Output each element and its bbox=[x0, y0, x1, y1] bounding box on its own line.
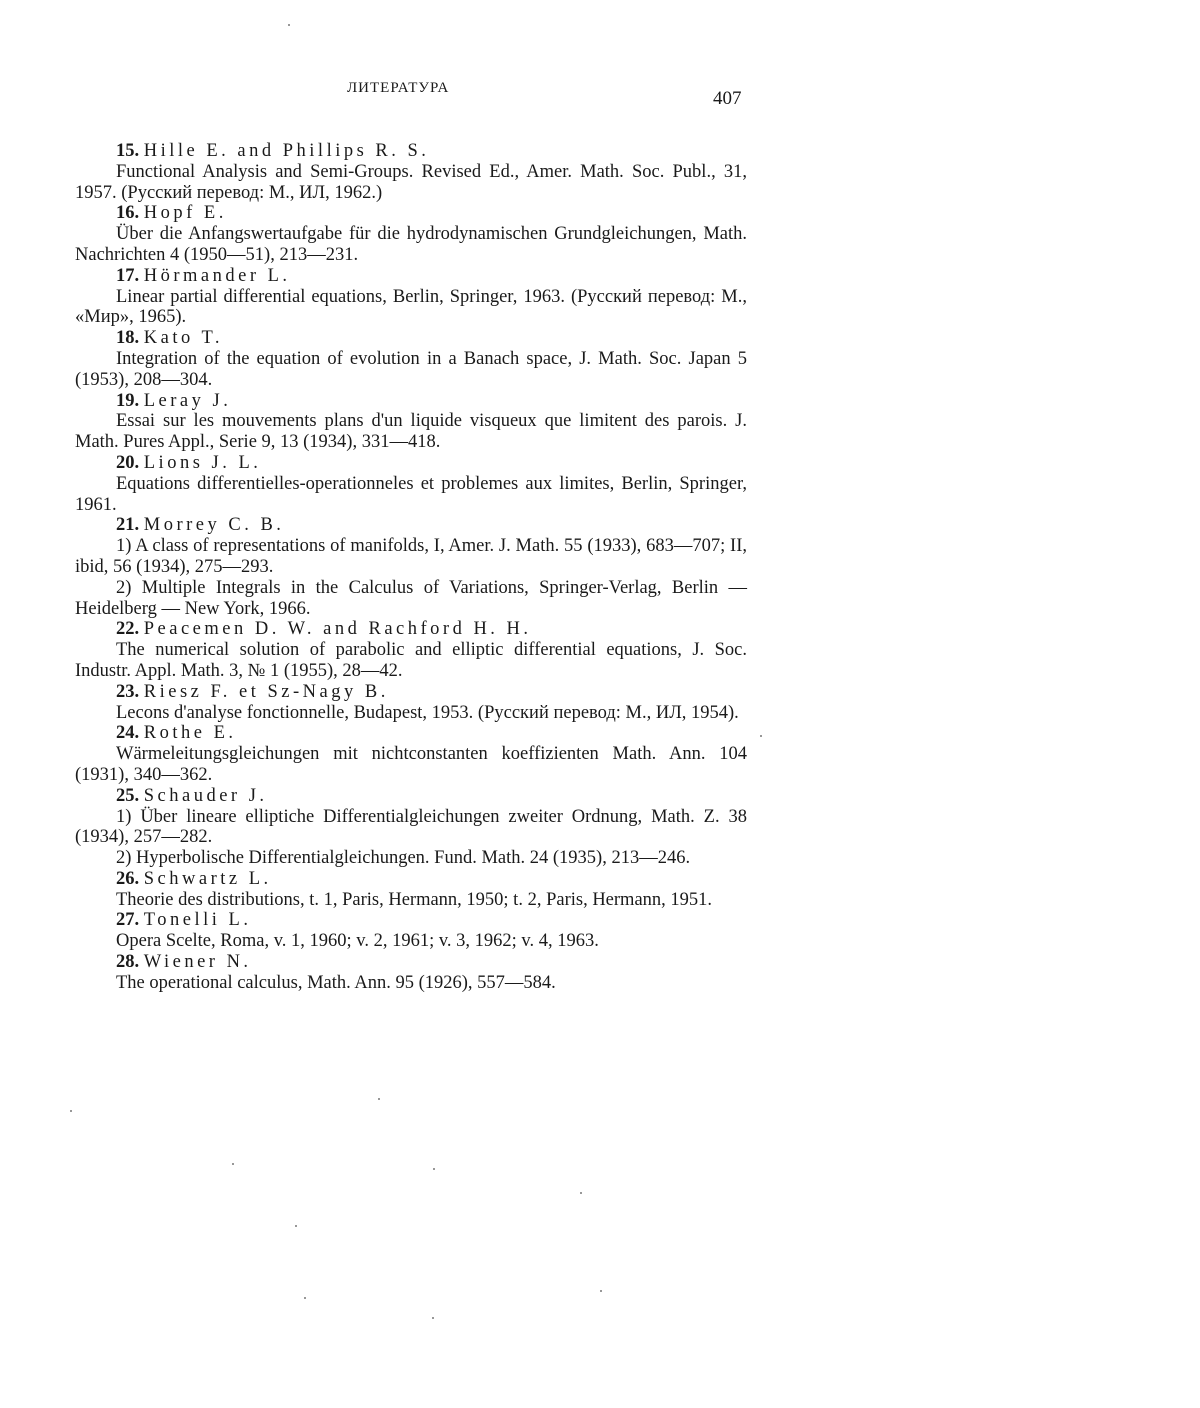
reference-text: The numerical solution of parabolic and elliptic differential equations, J. Soc. Industr. Appl. Math. 3, № 1 (1955), 28—42. bbox=[75, 640, 747, 681]
reference-heading bbox=[75, 910, 747, 931]
reference-item bbox=[75, 952, 747, 994]
reference-text: Opera Scelte, Roma, v. 1, 1960; v. 2, 1961; v. 3, 1962; v. 4, 1963. bbox=[116, 931, 599, 952]
reference-item bbox=[75, 391, 747, 453]
reference-heading bbox=[75, 266, 747, 287]
reference-item bbox=[75, 910, 747, 952]
reference-heading bbox=[75, 619, 747, 640]
reference-heading bbox=[75, 682, 747, 703]
reference-text: Essai sur les mouvements plans d'un liquide visqueux que limitent des parois. J. Math. Pures Appl., Serie 9, 13 (1934), 331—418. bbox=[75, 411, 747, 453]
reference-text: Über die Anfangswertaufgabe für die hydrodynamischen Grundgleichungen, Math. Nachrichten 4 (1950—51), 213—231. bbox=[75, 224, 747, 265]
reference-item bbox=[75, 141, 747, 203]
reference-text: Lecons d'analyse fonctionnelle, Budapest, 1953. (Русский перевод: М., ИЛ, 1954). bbox=[116, 702, 739, 723]
reference-heading bbox=[75, 723, 747, 744]
reference-heading bbox=[75, 786, 747, 807]
reference-author: Rothe E. bbox=[143, 723, 237, 744]
reference-number: 20. bbox=[116, 452, 140, 473]
reference-text: Equations differentielles-operationneles et problemes aux limites, Berlin, Springer, 1961. bbox=[75, 473, 747, 515]
scan-speck bbox=[433, 1168, 435, 1170]
reference-item bbox=[75, 328, 747, 390]
reference-text: Theorie des distributions, t. 1, Paris, Hermann, 1950; t. 2, Paris, Hermann, 1951. bbox=[116, 889, 713, 910]
scan-speck bbox=[232, 1163, 234, 1165]
reference-author: Lions J. L. bbox=[143, 452, 262, 473]
reference-author: Schauder J. bbox=[143, 785, 268, 806]
reference-text: 2) Hyperbolische Differentialgleichungen. Fund. Math. 24 (1935), 213—246. bbox=[116, 848, 691, 869]
scan-speck bbox=[432, 1317, 434, 1319]
reference-text: Linear partial differential equations, Berlin, Springer, 1963. (Русский перевод: М., «Мир», 1965). bbox=[75, 286, 747, 328]
reference-author: Hörmander L. bbox=[143, 265, 291, 286]
reference-heading bbox=[75, 391, 747, 412]
reference-heading bbox=[75, 453, 747, 474]
reference-number: 23. bbox=[116, 681, 140, 702]
reference-author: Wiener N. bbox=[143, 952, 252, 973]
page-number: 407 bbox=[713, 88, 742, 109]
scan-speck bbox=[580, 1192, 582, 1194]
reference-item bbox=[75, 682, 747, 724]
reference-number: 15. bbox=[116, 141, 140, 161]
reference-heading bbox=[75, 141, 747, 162]
reference-author: Hopf E. bbox=[143, 203, 227, 224]
scan-speck bbox=[760, 735, 762, 737]
reference-number: 27. bbox=[116, 910, 140, 931]
reference-number: 26. bbox=[116, 868, 140, 889]
reference-author: Morrey C. B. bbox=[143, 515, 285, 536]
reference-item bbox=[75, 266, 747, 328]
reference-number: 18. bbox=[116, 328, 140, 349]
scan-speck bbox=[304, 1297, 306, 1299]
reference-number: 28. bbox=[116, 952, 140, 973]
reference-text: 1) A class of representations of manifolds, I, Amer. J. Math. 55 (1933), 683—707; II, ibid, 56 (1934), 275—293. bbox=[75, 536, 747, 577]
reference-text: 2) Multiple Integrals in the Calculus of Variations, Springer-Verlag, Berlin — Heidelberg — New York, 1966. bbox=[75, 577, 747, 619]
reference-number: 19. bbox=[116, 390, 140, 411]
reference-author: Leray J. bbox=[143, 390, 232, 411]
reference-number: 16. bbox=[116, 203, 140, 224]
reference-heading bbox=[75, 869, 747, 890]
reference-item bbox=[75, 619, 747, 681]
scan-speck bbox=[378, 1098, 380, 1100]
reference-text: 1) Über lineare elliptiche Differentialgleichungen zweiter Ordnung, Math. Z. 38 (1934), 257—282. bbox=[75, 806, 747, 848]
running-head-title: ЛИТЕРАТУРА bbox=[347, 80, 450, 96]
reference-author: Tonelli L. bbox=[143, 910, 252, 931]
reference-author: Schwartz L. bbox=[143, 868, 272, 889]
reference-text: Wärmeleitungsgleichungen mit nichtconstanten koeffizienten Math. Ann. 104 (1931), 340—362. bbox=[75, 744, 747, 785]
scan-speck bbox=[288, 24, 290, 26]
reference-item bbox=[75, 453, 747, 515]
reference-heading bbox=[75, 203, 747, 224]
scan-speck bbox=[600, 1290, 602, 1292]
reference-number: 25. bbox=[116, 785, 140, 806]
reference-number: 24. bbox=[116, 723, 140, 744]
reference-number: 22. bbox=[116, 619, 140, 640]
reference-item bbox=[75, 869, 747, 911]
reference-author: Riesz F. et Sz-Nagy B. bbox=[143, 681, 389, 702]
scan-speck bbox=[295, 1225, 297, 1227]
reference-number: 17. bbox=[116, 265, 140, 286]
reference-list bbox=[75, 141, 747, 994]
scan-speck bbox=[70, 1110, 72, 1112]
reference-item bbox=[75, 203, 747, 265]
reference-heading bbox=[75, 515, 747, 536]
reference-item bbox=[75, 786, 747, 869]
reference-author: Kato T. bbox=[143, 328, 224, 349]
reference-number: 21. bbox=[116, 515, 140, 536]
reference-heading bbox=[75, 952, 747, 973]
reference-text: The operational calculus, Math. Ann. 95 (1926), 557—584. bbox=[116, 972, 556, 993]
reference-item bbox=[75, 515, 747, 619]
reference-text: Integration of the equation of evolution in a Banach space, J. Math. Soc. Japan 5 (1953), 208—304. bbox=[75, 348, 747, 390]
reference-author: Hille E. and Phillips R. S. bbox=[143, 141, 430, 161]
reference-heading bbox=[75, 328, 747, 349]
reference-author: Peacemen D. W. and Rachford H. H. bbox=[143, 619, 532, 640]
reference-text: Functional Analysis and Semi-Groups. Revised Ed., Amer. Math. Soc. Publ., 31, 1957. (Русский перевод: М., ИЛ, 1962.) bbox=[75, 161, 747, 203]
reference-item bbox=[75, 723, 747, 785]
